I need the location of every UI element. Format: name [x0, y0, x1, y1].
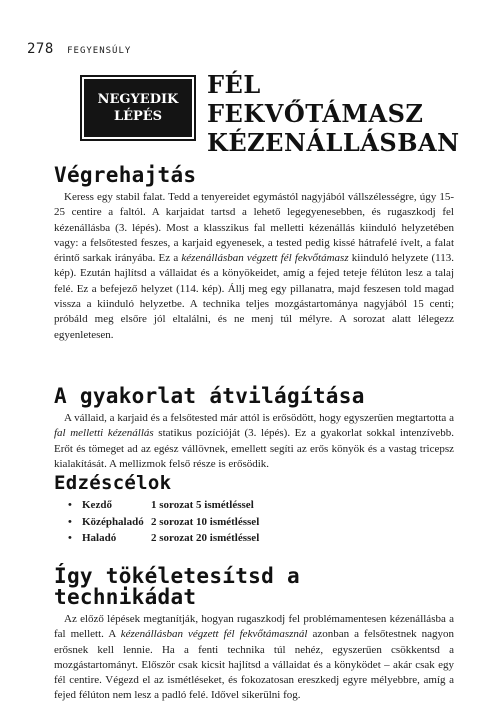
section-heading-improve: Így tökéletesítsd a technikádat — [54, 564, 300, 609]
goal-target: 2 sorozat 10 ismétléssel — [151, 515, 260, 528]
goal-level: Középhaladó — [82, 515, 144, 528]
page-number: 278 — [27, 41, 54, 57]
emphasis-term: kézenállásban végzett fél fekvőtámasz — [181, 252, 349, 265]
section-insight — [54, 386, 454, 472]
bullet-icon: • — [68, 515, 72, 528]
page-title-line-1: FÉL FEKVŐTÁMASZ — [207, 70, 424, 128]
goal-item — [68, 514, 454, 531]
section-body-insight: A vállaid, a karjaid és a felsőtested már attól is erősödött, hogy egyszerűen megtartotta a fal melletti kézenállás statikus pozícióját (3. lépés). Ez a gyakorlat sokkal intenzívebb. Erőt és tömeget ad az egész vállövnek, emellett segíti az erős könyök és a vastag tricepsz kialakítását. A mellizmok felső része is erősödik. — [54, 412, 454, 470]
running-head-section: FEGYENSÚLY — [67, 46, 132, 56]
section-body-execution: Keress egy stabil falat. Tedd a tenyereidet egymástól nagyjából vállszélességre, úgy 15-25 centire a faltól. A karjaidat tartsd a lehető legegyenesebben, és rugaszkodj fel kézenállásba (3. lépés). Most a klasszikus fal melletti kézenállás kiinduló helyzetében vagy: a felsőtested feszes, a karjaid egyenesek, a tested pedig kissé hátrafelé ívelt, a falat érintő sarkak irányába. Ez a kézenállásban végzett fél fekvőtámasz kiinduló helyzete (113. kép). Ezután hajlítsd a vállaidat és a könyökeidet, amíg a fejed teteje félúton lesz a talaj felé. Ez a befejező helyzet (114. kép). Állj meg egy pillanatra, majd feszesen told magad vissza a kiinduló helyzetbe. A technika teljes mozgástartománya nagyjából 15 centi; próbáld meg elsőre jól eltalálni, és ne menj túl mélyre. A sorozat alatt lélegezz egyenletesen. — [54, 191, 454, 341]
bullet-icon: • — [68, 532, 72, 544]
step-badge-line-1: NEGYEDIK — [97, 92, 179, 107]
step-badge-line-2: LÉPÉS — [113, 109, 163, 124]
goal-target: 2 sorozat 20 ismétléssel — [151, 532, 260, 544]
goal-level: Haladó — [82, 532, 117, 544]
section-goals — [54, 474, 454, 547]
section-body-improve: Az előző lépések megtanítják, hogyan rugaszkodj fel problémamentesen kézenállásba a fal mellett. A kézenállásban végzett fél fekvőtámasznál azonban a felsőtestnek nagyon erősnek kell lennie. Ha a fenti technika túl nehéz, egyszerűen csökkentsd a mozgástartományt. Először csak kicsit hajlítsd a vállaidat és a könyködet – akár csak egy fél centire. Végezd el az ismétléseket, és fokozatosan ereszkedj egyre mélyebbre, amíg a fejed félúton nem lesz a padló felé. Idővel sikerülni fog. — [54, 613, 454, 702]
page-title-line-2: KÉZENÁLLÁSBAN — [207, 128, 460, 157]
section-heading-goals: Edzéscélok — [54, 472, 172, 494]
section-execution — [54, 165, 454, 343]
goal-item — [68, 530, 454, 547]
running-head — [27, 41, 131, 57]
page-title — [207, 70, 467, 157]
bullet-icon: • — [68, 499, 72, 511]
section-heading-execution: Végrehajtás — [54, 163, 197, 187]
goals-list — [54, 497, 454, 547]
step-badge — [80, 75, 196, 141]
section-improve — [54, 566, 454, 704]
section-heading-insight: A gyakorlat átvilágítása — [54, 384, 365, 408]
goal-target: 1 sorozat 5 ismétléssel — [151, 499, 254, 511]
emphasis-term: fal melletti kézenállás — [54, 427, 154, 440]
goal-item — [68, 497, 454, 514]
emphasis-term: kézenállásban végzett fél fekvőtámasznál — [120, 628, 308, 641]
goal-level: Kezdő — [82, 499, 112, 511]
